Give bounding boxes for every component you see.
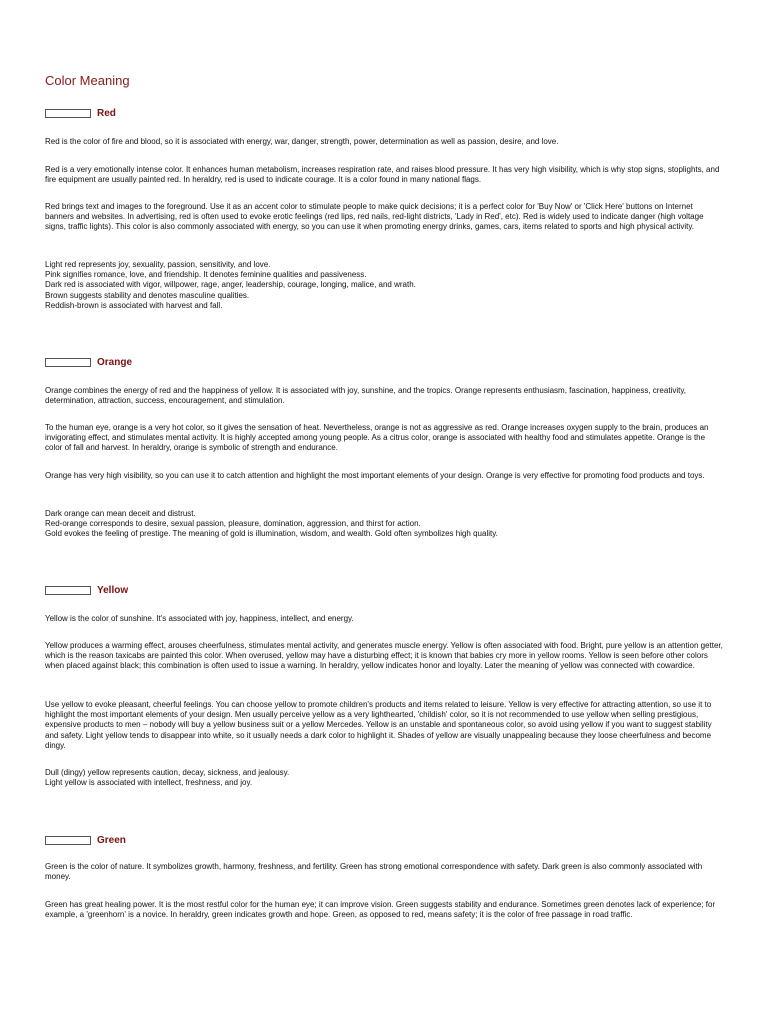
color-swatch: [45, 358, 91, 367]
paragraph: To the human eye, orange is a very hot color, so it gives the sensation of heat. Nevertheless, orange is not as aggressive as red. Orange increases oxygen supply to the brain, produces an invigorating effect, and stimulates mental activity. It is highly accepted among young people. As a citrus color, orange is associated with healthy food and stimulates appetite. Orange is the color of fall and harvest. In heraldry, orange is symbolic of strength and endurance.: [45, 423, 709, 453]
section-header-orange: [45, 355, 132, 369]
color-swatch: [45, 836, 91, 845]
paragraph: Orange has very high visibility, so you can use it to catch attention and highlight the most important elements of your design. Orange is very effective for promoting food products and toys.: [45, 471, 705, 480]
section-header-red: [45, 106, 116, 120]
paragraph: Green is the color of nature. It symbolizes growth, harmony, freshness, and fertility. Green has strong emotional correspondence with safety. Dark green is also commonly associated with money.: [45, 862, 703, 882]
paragraph: Dark orange can mean deceit and distrust. Red-orange corresponds to desire, sexual passion, pleasure, domination, aggression, and thirst for action. Gold evokes the feeling of prestige. The meaning of gold is illumination, wisdom, and wealth. Gold often symbolizes high quality.: [45, 509, 498, 539]
color-swatch: [45, 109, 91, 118]
section-header-green: [45, 833, 126, 847]
paragraph: Light red represents joy, sexuality, passion, sensitivity, and love. Pink signifies romance, love, and friendship. It denotes feminine qualities and passiveness. Dark red is associated with vigor, willpower, rage, anger, leadership, courage, longing, malice, and wrath. Brown suggests stability and denotes masculine qualities. Reddish-brown is associated with harvest and fall.: [45, 260, 416, 310]
section-title: Red: [97, 107, 116, 119]
page-title: Color Meaning: [45, 73, 130, 88]
paragraph: Red is the color of fire and blood, so it is associated with energy, war, danger, strength, power, determination as well as passion, desire, and love.: [45, 137, 559, 146]
paragraph: Yellow is the color of sunshine. It's associated with joy, happiness, intellect, and energy.: [45, 614, 354, 623]
paragraph: Yellow produces a warming effect, arouses cheerfulness, stimulates mental activity, and generates muscle energy. Yellow is often associated with food. Bright, pure yellow is an attention getter, which is the reason taxicabs are painted this color. When overused, yellow may have a disturbing effect; it is known that babies cry more in yellow rooms. Yellow is seen before other colors when placed against black; this combination is often used to issue a warning. In heraldry, yellow indicates honor and loyalty. Later the meaning of yellow was connected with cowardice.: [45, 641, 723, 671]
section-title: Yellow: [97, 584, 129, 596]
paragraph: Use yellow to evoke pleasant, cheerful feelings. You can choose yellow to promote children's products and items related to leisure. Yellow is very effective for attracting attention, so use it to highlight the most important elements of your design. Men usually perceive yellow as a very lighthearted, 'childish' color, so it is not recommended to use yellow when selling prestigious, expensive products to men – nobody will buy a yellow business suit or a yellow Mercedes. Yellow is an unstable and spontaneous color, so avoid using yellow if you want to suggest stability and safety. Light yellow tends to disappear into white, so it usually needs a dark color to highlight it. Shades of yellow are visually unappealing because they loose cheerfulness and become dingy.: [45, 700, 712, 750]
paragraph: Dull (dingy) yellow represents caution, decay, sickness, and jealousy. Light yellow is associated with intellect, freshness, and joy.: [45, 768, 290, 788]
paragraph: Red brings text and images to the foreground. Use it as an accent color to stimulate people to make quick decisions; it is a perfect color for 'Buy Now' or 'Click Here' buttons on Internet banners and websites. In advertising, red is often used to evoke erotic feelings (red lips, red nails, red-light districts, 'Lady in Red', etc). Red is widely used to indicate danger (high voltage signs, traffic lights). This color is also commonly associated with energy, so you can use it when promoting energy drinks, games, cars, items related to sports and high physical activity.: [45, 202, 704, 232]
section-header-yellow: [45, 583, 128, 597]
paragraph: Red is a very emotionally intense color. It enhances human metabolism, increases respiration rate, and raises blood pressure. It has very high visibility, which is why stop signs, stoplights, and fire equipment are usually painted red. In heraldry, red is used to indicate courage. It is a color found in many national flags.: [45, 165, 720, 185]
section-title: Orange: [97, 356, 133, 368]
section-title: Green: [97, 834, 126, 846]
paragraph: Green has great healing power. It is the most restful color for the human eye; it can improve vision. Green suggests stability and endurance. Sometimes green denotes lack of experience; for example, a 'greenhorn' is a novice. In heraldry, green indicates growth and hope. Green, as opposed to red, means safety; it is the color of free passage in road traffic.: [45, 900, 716, 920]
color-swatch: [45, 586, 91, 595]
paragraph: Orange combines the energy of red and the happiness of yellow. It is associated with joy, sunshine, and the tropics. Orange represents enthusiasm, fascination, happiness, creativity, determination, attraction, success, encouragement, and stimulation.: [45, 386, 686, 406]
